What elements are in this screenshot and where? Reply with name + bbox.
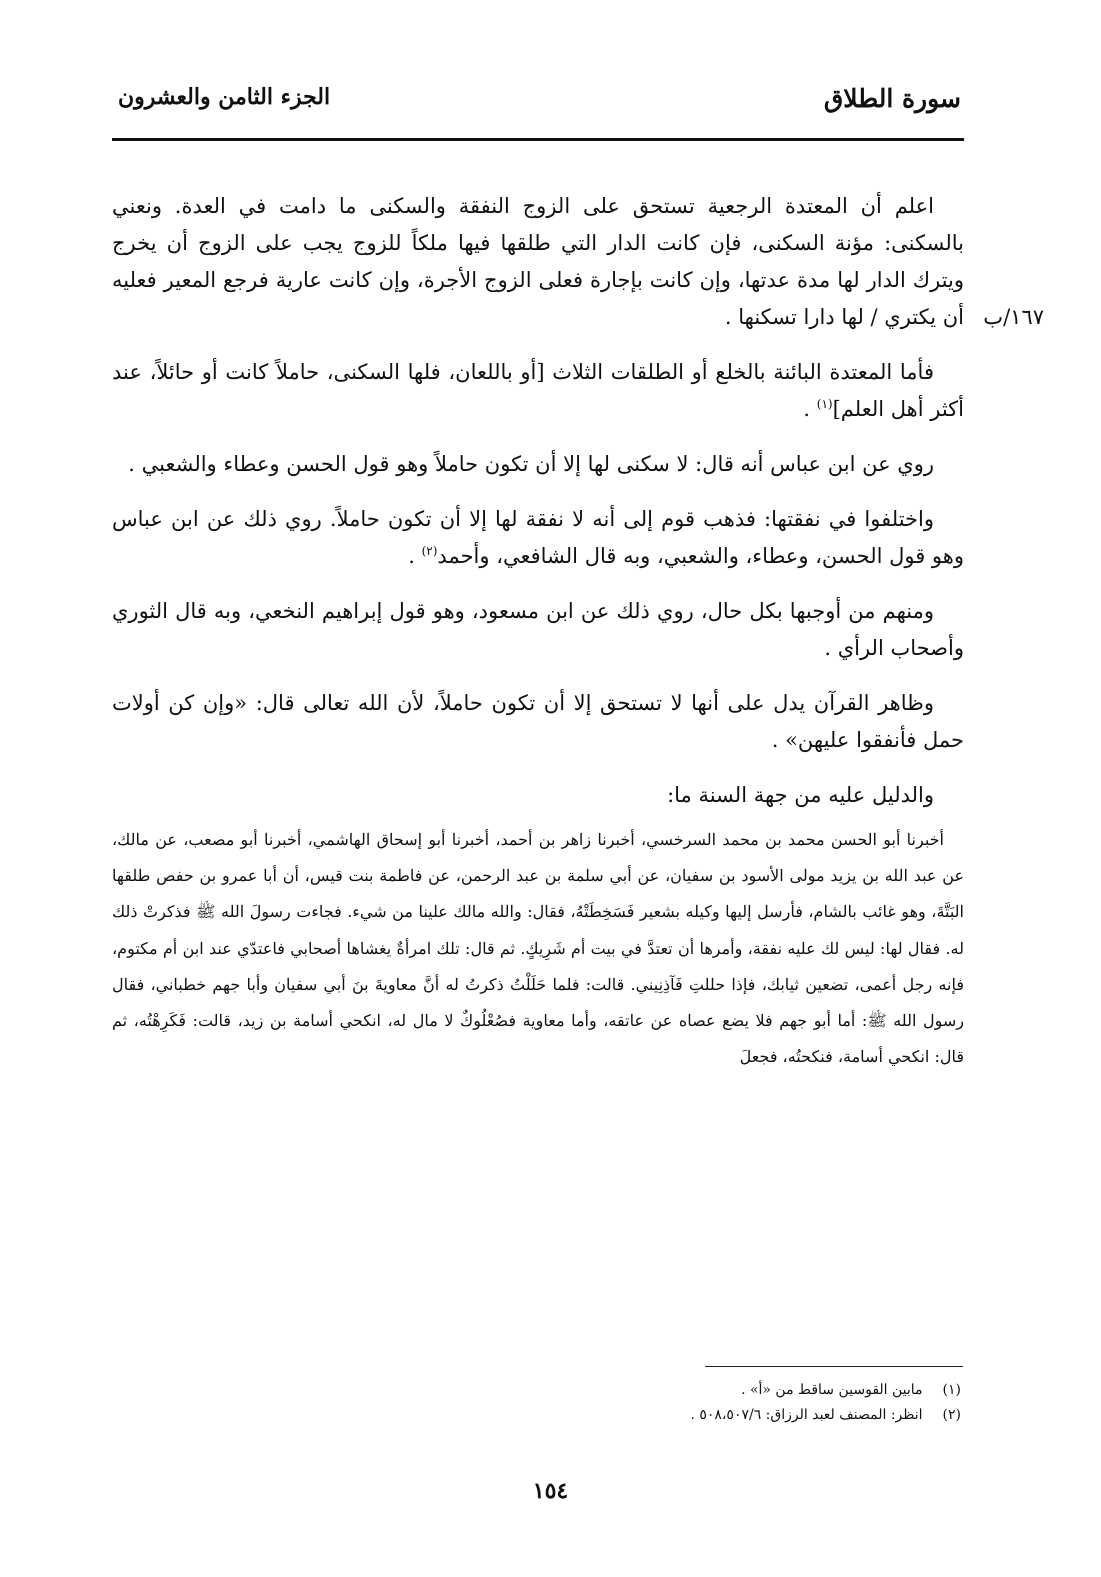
paragraph-6-text: وظاهر القرآن يدل على أنها لا تستحق إلا أن تكون حاملاً، لأن الله تعالى قال: «وإن كن أولات حمل فأنفقوا عليهن» .: [112, 691, 964, 752]
paragraph-6: [112, 685, 964, 759]
paragraph-2-text: فأما المعتدة البائنة بالخلع أو الطلقات الثلاث [أو باللعان، فلها السكنى، حاملاً كانت أو حائلاً، عند أكثر أهل العلم]: [112, 360, 964, 421]
part-title: الجزء الثامن والعشرون: [118, 84, 331, 110]
footnote-1: [141, 1378, 961, 1403]
hadith-narration: أخبرنا أبو الحسن محمد بن محمد السرخسي، أخبرنا زاهر بن أحمد، أخبرنا أبو إسحاق الهاشمي، أخبرنا أبو مصعب، عن مالك، عن عبد الله بن يزيد مولى الأسود بن سفيان، عن أبي سلمة بن عبد الرحمن، عن فاطمة بنت قيس، أن أبا عمرو بن حفص طلقها البَتَّةَ، وهو غائب بالشام، فأرسل إليها وكيله بشعير فَسَخِطَتْهُ، فقال: والله مالك علينا من شيء. فجاءت رسولَ الله ﷺ فذكرتْ ذلك له. فقال لها: ليس لك عليه نفقة، وأمرها أن تعتدَّ في بيت أم شَرِيكٍ. ثم قال: تلك امرأةٌ يغشاها أصحابي فاعتدّي عند ابن أم مكتوم، فإنه رجل أعمى، تضعين ثيابك، فإذا حللتِ فَآذِنِيني. قالت: فلما حَلَلْتُ ذكرتُ له أنَّ معاويةَ بنَ أبي سفيان وأبا جهم خطباني، فقال رسول الله ﷺ: أما أبو جهم فلا يضع عصاه عن عاتقه، وأما معاوية فصُعْلُوكٌ لا مال له، انكحي أسامة بن زيد، قالت: فَكَرِهْتُه، ثم قال: انكحي أسامة، فنكحتُه، فجعلَ: [112, 830, 965, 1067]
footnote-ref-1: (١): [816, 397, 833, 411]
main-text: [112, 188, 1044, 1075]
page-number: ١٥٤: [532, 1478, 569, 1504]
footnote-ref-2: (٢): [421, 544, 438, 558]
paragraph-5-text: ومنهم من أوجبها بكل حال، روي ذلك عن ابن مسعود، وهو قول إبراهيم النخعي، وبه قال الثوري وأصحاب الرأي .: [112, 599, 964, 660]
footnote-1-number: (١): [942, 1382, 961, 1398]
paragraph-1-text: اعلم أن المعتدة الرجعية تستحق على الزوج النفقة والسكنى ما دامت في العدة. ونعني بالسكنى: مؤنة السكنى، فإن كانت الدار التي طلقها فيها ملكاً للزوج يجب على الزوج أن يخرج ويترك الدار لها مدة عدتها، وإن كانت بإجارة فعلى الزوج الأجرة، وإن كانت عارية فرجع المعير فعليه أن يكتري / لها دارا تسكنها .: [112, 194, 964, 329]
paragraph-4-tail: .: [408, 544, 422, 568]
footnote-2-number: (٢): [942, 1407, 961, 1423]
paragraph-5: [112, 593, 964, 667]
folio-margin-note: ١٦٧/ب: [983, 305, 1044, 329]
surah-title: سورة الطلاق: [823, 84, 961, 113]
paragraph-3-text: روي عن ابن عباس أنه قال: لا سكنى لها إلا أن تكون حاملاً وهو قول الحسن وعطاء والشعبي .: [128, 452, 934, 476]
footnote-1-text: مابين القوسين ساقط من «أ» .: [741, 1382, 923, 1398]
paragraph-7-text: والدليل عليه من جهة السنة ما:: [667, 783, 934, 807]
paragraph-4-text: واختلفوا في نفقتها: فذهب قوم إلى أنه لا نفقة لها إلا أن تكون حاملاً. روي ذلك عن ابن عباس وهو قول الحسن، وعطاء، والشعبي، وبه قال الشافعي، وأحمد: [112, 507, 964, 568]
paragraph-2-tail: .: [803, 397, 817, 421]
paragraph-1: [112, 188, 1044, 336]
paragraph-2: [112, 354, 964, 428]
footnotes: [141, 1378, 961, 1428]
paragraph-7: [112, 777, 964, 814]
paragraph-4: [112, 501, 964, 575]
footnote-2-text: انظر: المصنف لعبد الرزاق: ٥٠٨،٥٠٧/٦ .: [690, 1407, 923, 1423]
footnote-2: [141, 1403, 961, 1428]
header-divider: [112, 138, 964, 141]
paragraph-3: [112, 446, 964, 483]
footnote-divider: [705, 1366, 963, 1367]
